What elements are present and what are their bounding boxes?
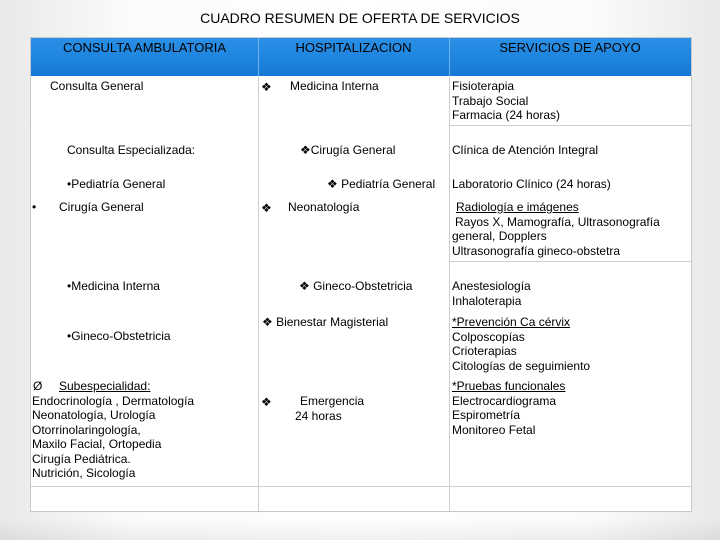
subespecialidad-line: Endocrinología , Dermatología: [32, 393, 195, 408]
diamond-bullet-icon: ❖: [261, 201, 272, 215]
arrow-bullet-icon: Ø: [33, 379, 43, 393]
apoyo-line: Fisioterapia: [452, 79, 515, 93]
radiologia-line: Ultrasonografía gineco-obstetra: [452, 243, 621, 258]
consulta-cirugia: Cirugía General: [59, 200, 144, 214]
apoyo-line: Farmacia (24 horas): [452, 108, 561, 122]
header-consulta: CONSULTA AMBULATORIA: [62, 40, 227, 55]
column-divider: [258, 38, 259, 511]
hosp-bienestar-magisterial: ❖ Bienestar Magisterial: [262, 315, 389, 329]
slide-bottom-shade: [0, 518, 720, 540]
radiologia-line: general, Dopplers: [452, 229, 547, 243]
consulta-especializada: Consulta Especializada:: [67, 143, 196, 157]
consulta-gineco: •Gineco-Obstetricia: [67, 329, 171, 343]
consulta-general: Consulta General: [50, 79, 144, 93]
apoyo-clinica: Clínica de Atención Integral: [452, 143, 599, 157]
pruebas-title: *Pruebas funcionales: [452, 379, 566, 393]
prevencion-line: Crioterapias: [452, 344, 517, 358]
diamond-bullet-icon: ❖: [261, 395, 272, 409]
radiologia-line: Rayos X, Mamografía, Ultrasonografía: [455, 214, 660, 229]
column-divider: [449, 38, 450, 511]
pruebas-line: Electrocardiograma: [452, 393, 557, 408]
hosp-emergencia: Emergencia: [300, 394, 365, 408]
radiologia-title: Radiología e imágenes: [456, 200, 579, 214]
subespecialidad-line: Otorrinolaringología,: [32, 422, 141, 437]
header-hospitalizacion: HOSPITALIZACION: [295, 40, 412, 55]
consulta-medicina-interna: •Medicina Interna: [67, 279, 160, 293]
row-divider: [31, 486, 691, 487]
hosp-medicina-interna: Medicina Interna: [290, 79, 379, 93]
pruebas-line: Monitoreo Fetal: [452, 422, 536, 437]
subespecialidad-line: Cirugía Pediátrica.: [32, 451, 131, 466]
subespecialidad-title: Subespecialidad:: [59, 379, 151, 393]
apoyo-line: Trabajo Social: [452, 93, 529, 108]
header-servicios-apoyo: SERVICIOS DE APOYO: [499, 40, 641, 55]
page-title: CUADRO RESUMEN DE OFERTA DE SERVICIOS: [200, 10, 520, 26]
diamond-bullet-icon: ❖: [261, 80, 272, 94]
prevencion-title: *Prevención Ca cérvix: [452, 315, 571, 329]
subespecialidad-line: Neonatología, Urología: [32, 408, 156, 422]
bullet-dot: •: [32, 200, 37, 214]
prevencion-line: Citologías de seguimiento: [452, 358, 591, 373]
subespecialidad-line: Nutrición, Sicología: [32, 466, 136, 480]
anestesio-line: Anestesiología: [452, 279, 531, 293]
row-divider: [449, 261, 691, 262]
hosp-cirugia: ❖Cirugía General: [300, 143, 396, 157]
hosp-neonatologia: Neonatología: [288, 200, 360, 214]
consulta-pediatria: •Pediatría General: [67, 177, 166, 191]
subespecialidad-line: Maxilo Facial, Ortopedia: [32, 437, 162, 451]
apoyo-laboratorio: Laboratorio Clínico (24 horas): [452, 177, 611, 191]
hosp-gineco: ❖ Gineco-Obstetricia: [299, 279, 413, 293]
pruebas-line: Espirometría: [452, 408, 521, 422]
anestesio-line: Inhaloterapia: [452, 293, 522, 308]
prevencion-line: Colposcopías: [452, 329, 525, 344]
row-divider: [449, 125, 691, 126]
hosp-pediatria: ❖ Pediatría General: [327, 177, 436, 191]
hosp-emergencia-hours: 24 horas: [295, 408, 342, 423]
